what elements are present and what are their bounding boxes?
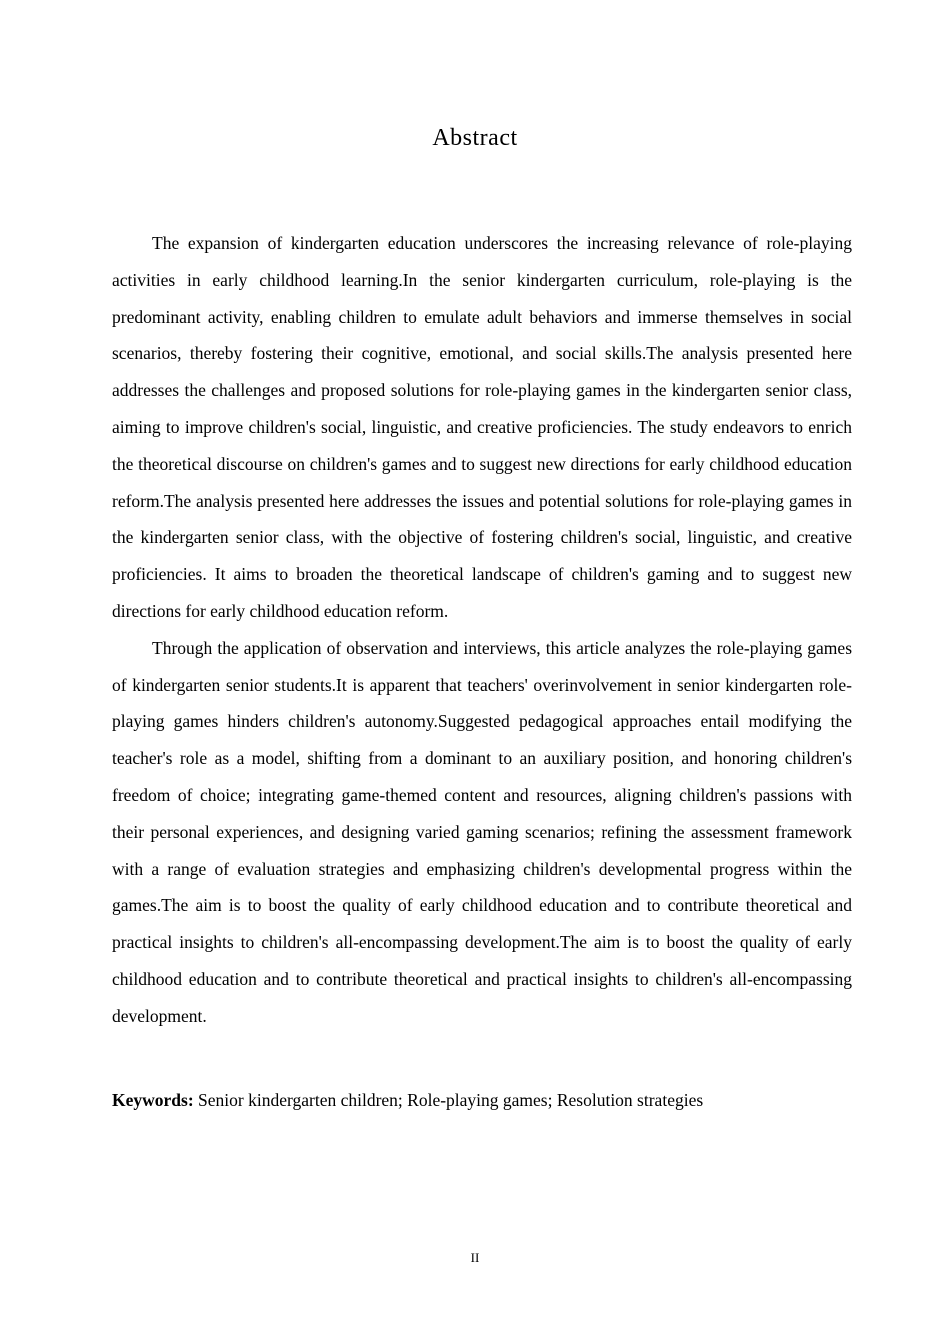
keywords-label: Keywords: [112, 1089, 194, 1110]
abstract-body [112, 225, 852, 1115]
paragraph-2: Through the application of observation and interviews, this article analyzes the role-playing games of kindergarten senior students.It is apparent that teachers' overinvolvement in senior kindergarten role-playing games hinders children's autonomy.Suggested pedagogical approaches entail modifying the teacher's role as a model, shifting from a dominant to an auxiliary position, and honoring children's freedom of choice; integrating game-themed content and resources, aligning children's passions with their personal experiences, and designing varied gaming scenarios; refining the assessment framework with a range of evaluation strategies and emphasizing children's developmental progress within the games.The aim is to boost the quality of early childhood education and to contribute theoretical and practical insights to children's all-encompassing development.The aim is to boost the quality of early childhood education and to contribute theoretical and practical insights to children's all-encompassing development. [112, 637, 852, 1026]
paragraph-1: The expansion of kindergarten education underscores the increasing relevance of role-playing activities in early childhood learning.In the senior kindergarten curriculum, role-playing is the predominant activity, enabling children to emulate adult behaviors and immerse themselves in social scenarios, thereby fostering their cognitive, emotional, and social skills.The analysis presented here addresses the challenges and proposed solutions for role-playing games in the kindergarten senior class, aiming to improve children's social, linguistic, and creative proficiencies. The study endeavors to enrich the theoretical discourse on children's games and to suggest new directions for early childhood education reform.The analysis presented here addresses the issues and potential solutions for role-playing games in the kindergarten senior class, with the objective of fostering children's social, linguistic, and creative proficiencies. It aims to broaden the theoretical landscape of children's gaming and to suggest new directions for early childhood education reform. [112, 233, 852, 621]
page-number: II [470, 1250, 480, 1265]
keywords-text: Senior kindergarten children; Role-playing games; Resolution strategies [193, 1089, 704, 1110]
page-title: Abstract [432, 125, 518, 151]
keywords-line [112, 1085, 852, 1115]
